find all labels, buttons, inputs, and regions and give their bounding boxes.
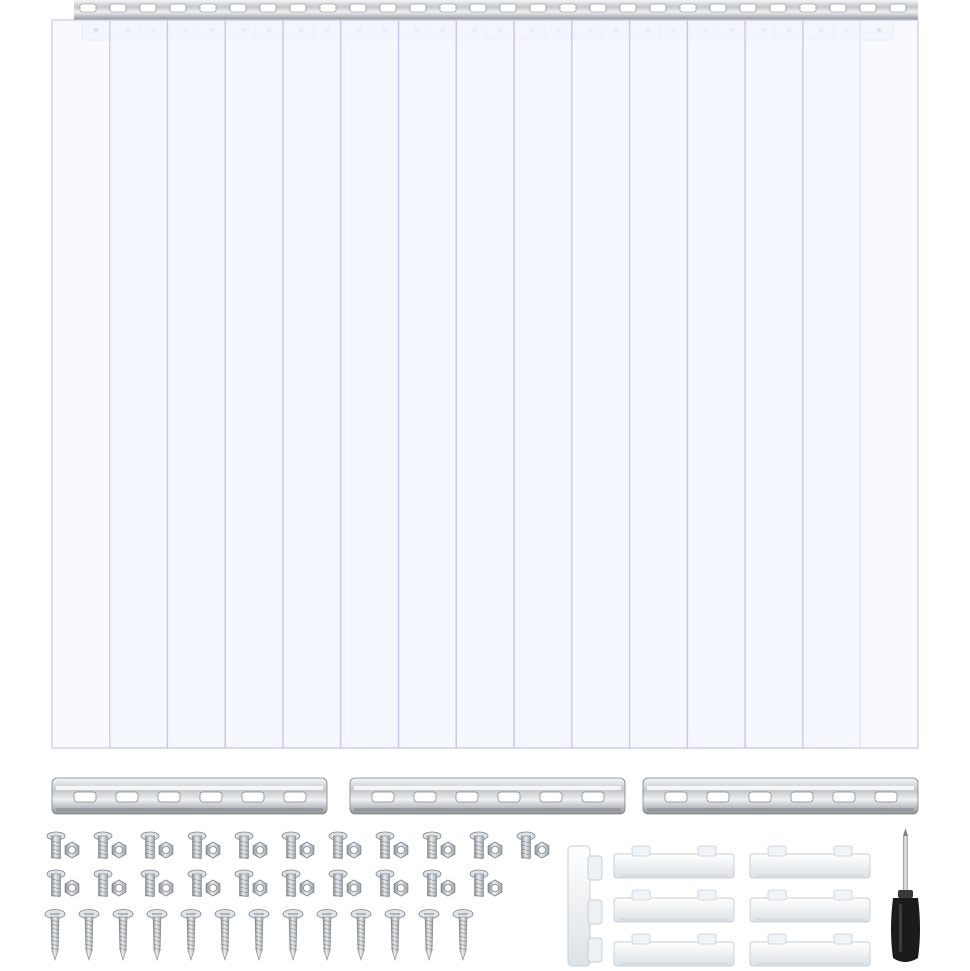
self-tapping-screw-icon — [351, 910, 371, 961]
bolt-and-nut-set — [470, 832, 502, 859]
bolt-and-nut-set — [188, 832, 220, 859]
hex-nut-icon — [65, 842, 79, 858]
rail-slot — [200, 4, 216, 12]
self-tapping-screw-icon — [215, 910, 235, 961]
strip-hanger-clip-icon — [614, 934, 734, 966]
bolt-and-nut-set — [47, 832, 79, 859]
bolt-icon — [423, 832, 441, 859]
bolt-icon — [141, 832, 159, 859]
self-tapping-screw-icon — [79, 910, 99, 961]
rail-slot — [140, 4, 156, 12]
self-tapping-screw-icon — [113, 910, 133, 961]
bolt-icon — [188, 870, 206, 897]
bolt-and-nut-set — [141, 832, 173, 859]
mounting-rails — [52, 778, 918, 814]
self-tapping-screw-icon — [385, 910, 405, 961]
curtain-strips — [52, 20, 918, 748]
bolt-and-nut-set — [423, 870, 455, 897]
self-tapping-screw-icon — [419, 910, 439, 961]
rail-slot — [230, 4, 246, 12]
rail-slot — [440, 4, 456, 12]
bolt-and-nut-set — [470, 870, 502, 897]
bolt-and-nut-set — [376, 832, 408, 859]
strip-hanger-clip-icon — [750, 934, 870, 966]
rail-slot — [680, 4, 696, 12]
rail-slot — [560, 4, 576, 12]
rail-slot — [650, 4, 666, 12]
rail-slot — [860, 4, 876, 12]
hex-nut-icon — [394, 842, 408, 858]
strip-hanger-clip-icon — [614, 890, 734, 922]
screwdriver-icon — [891, 828, 920, 962]
self-tapping-screw-icon — [181, 910, 201, 961]
mounting-rail-icon — [52, 778, 327, 814]
bolt-icon — [235, 832, 253, 859]
bolt-icon — [141, 870, 159, 897]
hex-nut-icon — [112, 880, 126, 896]
bolt-icon — [470, 832, 488, 859]
self-tapping-screw-icon — [249, 910, 269, 961]
rail-slot — [620, 4, 636, 12]
hex-nut-icon — [159, 842, 173, 858]
bolt-and-nut-set — [235, 832, 267, 859]
bolt-icon — [188, 832, 206, 859]
bolt-and-nut-set — [47, 870, 79, 897]
rail-slot — [260, 4, 276, 12]
curtain-assembly — [52, 0, 918, 748]
self-tapping-screw-icon — [147, 910, 167, 961]
bolt-icon — [470, 870, 488, 897]
hex-nut-icon — [253, 842, 267, 858]
rail-slot — [170, 4, 186, 12]
bolt-icon — [94, 832, 112, 859]
rail-slot — [290, 4, 306, 12]
bolt-and-nut-set — [141, 870, 173, 897]
rail-slot — [110, 4, 126, 12]
bolt-and-nut-set — [423, 832, 455, 859]
rail-slot — [770, 4, 786, 12]
bolt-icon — [235, 870, 253, 897]
rail-slot — [410, 4, 426, 12]
self-tapping-screw-icon — [317, 910, 337, 961]
bolt-icon — [94, 870, 112, 897]
hex-nut-icon — [441, 842, 455, 858]
bolt-icon — [282, 832, 300, 859]
bolt-and-nut-set — [376, 870, 408, 897]
hex-nut-icon — [112, 842, 126, 858]
rail-slot — [710, 4, 726, 12]
strip-hanger-clip-icon — [750, 890, 870, 922]
bolt-icon — [517, 832, 535, 859]
bolt-icon — [47, 832, 65, 859]
mounting-rail-icon — [350, 778, 625, 814]
hex-nut-icon — [347, 842, 361, 858]
hex-nut-icon — [488, 880, 502, 896]
hex-nut-icon — [300, 880, 314, 896]
self-tapping-screw-icon — [283, 910, 303, 961]
bolt-and-nut-sets — [47, 832, 549, 897]
hex-nut-icon — [206, 880, 220, 896]
self-tapping-screw-icon — [453, 910, 473, 961]
screws — [45, 910, 473, 961]
rail-slot — [500, 4, 516, 12]
rail-slot — [740, 4, 756, 12]
bolt-icon — [329, 870, 347, 897]
rail-slot — [380, 4, 396, 12]
bolt-icon — [47, 870, 65, 897]
pvc-strip-icon — [803, 20, 918, 748]
rail-slot — [80, 4, 96, 12]
bolt-and-nut-set — [329, 832, 361, 859]
bolt-icon — [329, 832, 347, 859]
rail-slot — [470, 4, 486, 12]
hex-nut-icon — [488, 842, 502, 858]
rail-slot — [530, 4, 546, 12]
hex-nut-icon — [253, 880, 267, 896]
strip-hanger-clip-icon — [614, 846, 734, 878]
bolt-and-nut-set — [329, 870, 361, 897]
rail-slot — [830, 4, 846, 12]
rail-slot — [590, 4, 606, 12]
bolt-and-nut-set — [94, 870, 126, 897]
hex-nut-icon — [300, 842, 314, 858]
mounting-rail-icon — [643, 778, 918, 814]
strip-hanger-clip-icon — [750, 846, 870, 878]
bolt-and-nut-set — [188, 870, 220, 897]
hex-nut-icon — [347, 880, 361, 896]
bolt-icon — [376, 832, 394, 859]
bolt-and-nut-set — [517, 832, 549, 859]
bolt-and-nut-set — [235, 870, 267, 897]
rail-slot — [350, 4, 366, 12]
hex-nut-icon — [394, 880, 408, 896]
bolt-icon — [423, 870, 441, 897]
hex-nut-icon — [159, 880, 173, 896]
bolt-and-nut-set — [282, 832, 314, 859]
bolt-and-nut-set — [282, 870, 314, 897]
self-tapping-screw-icon — [45, 910, 65, 961]
hex-nut-icon — [65, 880, 79, 896]
strip-hanger-clips — [614, 846, 870, 966]
rail-slot — [890, 4, 906, 12]
mounting-bracket-icon — [568, 846, 602, 966]
hex-nut-icon — [206, 842, 220, 858]
bolt-icon — [282, 870, 300, 897]
rail-slot — [320, 4, 336, 12]
hex-nut-icon — [441, 880, 455, 896]
bolt-icon — [376, 870, 394, 897]
hex-nut-icon — [535, 842, 549, 858]
rail-slot — [800, 4, 816, 12]
bolt-and-nut-set — [94, 832, 126, 859]
